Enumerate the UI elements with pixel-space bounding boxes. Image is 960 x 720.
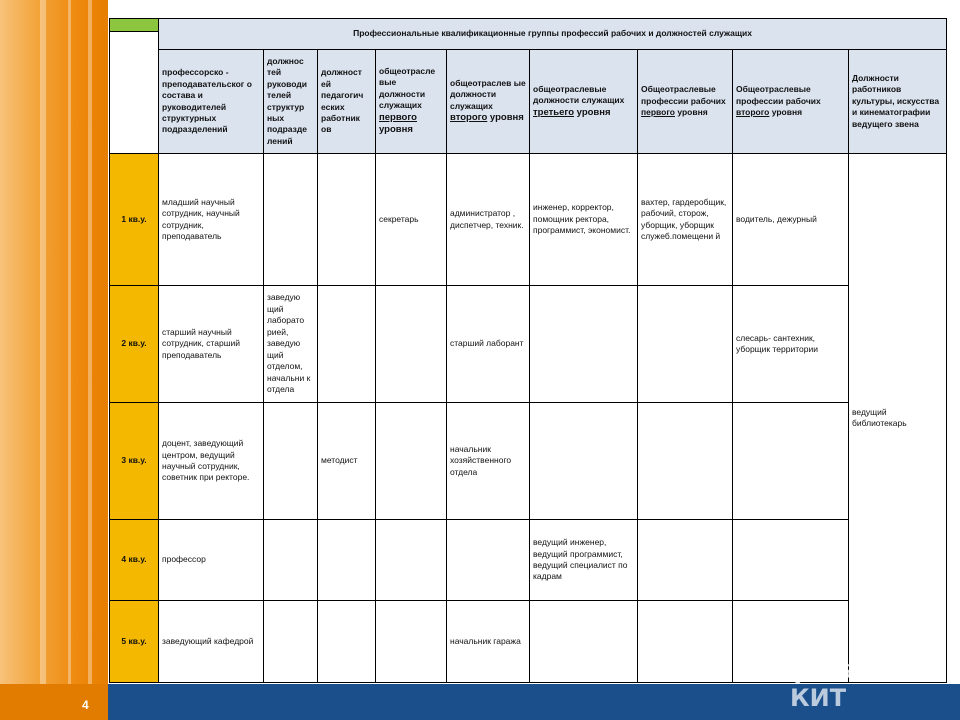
table-cell xyxy=(733,520,849,601)
table-cell xyxy=(376,520,447,601)
level-label: 2 кв.у. xyxy=(110,286,159,403)
column-header: Общеотраслевые профессии рабочих второго уровня xyxy=(733,50,849,154)
table-cell xyxy=(318,286,376,403)
left-decorative-bar xyxy=(0,0,108,720)
table-row xyxy=(110,520,947,601)
table-cell xyxy=(638,403,733,520)
level-label: 5 кв.у. xyxy=(110,601,159,683)
table-cell: инженер, корректор, помощник ректора, программист, экономист. xyxy=(530,154,638,286)
culture-cell: ведущий библиотекарь xyxy=(849,154,947,683)
watermark-logo-secondary: КИТ xyxy=(790,684,847,712)
column-header: общеотраслевые должности служащих третьего уровня xyxy=(530,50,638,154)
table-row xyxy=(110,286,947,403)
table-cell: слесарь- сантехник, уборщик территории xyxy=(733,286,849,403)
table-cell: начальник гаража xyxy=(447,601,530,683)
bottom-bar-accent xyxy=(0,684,108,720)
column-header: общеотраслев ые должности служащих второго уровня xyxy=(447,50,530,154)
table-cell: вахтер, гардеробщик, рабочий, сторож, уборщик, уборщик служеб.помещени й xyxy=(638,154,733,286)
table-cell xyxy=(638,601,733,683)
column-header: профессорско - преподавательског о состава и руководителей структурных подразделений xyxy=(159,50,264,154)
table-cell xyxy=(318,154,376,286)
table-cell: методист xyxy=(318,403,376,520)
column-header: общеотрасле вые должности служащих первого уровня xyxy=(376,50,447,154)
table-cell xyxy=(376,403,447,520)
table-cell xyxy=(318,520,376,601)
level-label: 3 кв.у. xyxy=(110,403,159,520)
table-cell xyxy=(733,403,849,520)
table-cell xyxy=(264,403,318,520)
table-cell xyxy=(264,520,318,601)
table-cell xyxy=(264,601,318,683)
table-cell: доцент, заведующий центром, ведущий научный сотрудник, советник при ректоре. xyxy=(159,403,264,520)
table-cell: секретарь xyxy=(376,154,447,286)
table-cell: заведующий кафедрой xyxy=(159,601,264,683)
column-header: Общеотраслевые профессии рабочих первого уровня xyxy=(638,50,733,154)
table-cell xyxy=(530,601,638,683)
table-cell xyxy=(264,154,318,286)
table-cell xyxy=(318,601,376,683)
table-cell xyxy=(530,286,638,403)
watermark-logo: MyShared xyxy=(770,655,908,685)
table-cell xyxy=(376,286,447,403)
table-cell: старший научный сотрудник, старший преподаватель xyxy=(159,286,264,403)
table-cell xyxy=(447,520,530,601)
table-cell: старший лаборант xyxy=(447,286,530,403)
table-cell: младший научный сотрудник, научный сотрудник, преподаватель xyxy=(159,154,264,286)
table-row xyxy=(110,154,947,286)
table-title: Профессиональные квалификационные группы профессий рабочих и должностей служащих xyxy=(159,19,947,50)
table-cell xyxy=(638,520,733,601)
table-cell: водитель, дежурный xyxy=(733,154,849,286)
table-row xyxy=(110,403,947,520)
table-cell xyxy=(530,403,638,520)
level-label: 1 кв.у. xyxy=(110,154,159,286)
table-cell: ведущий инженер, ведущий программист, ведущий специалист по кадрам xyxy=(530,520,638,601)
level-label: 4 кв.у. xyxy=(110,520,159,601)
table-cell xyxy=(376,601,447,683)
table-cell: профессор xyxy=(159,520,264,601)
table-cell: администратор , диспетчер, техник. xyxy=(447,154,530,286)
corner-cell xyxy=(110,32,159,154)
table-cell: начальник хозяйственного отдела xyxy=(447,403,530,520)
page-number: 4 xyxy=(82,698,89,712)
column-header: должност ей педагогич еских работник ов xyxy=(318,50,376,154)
column-header: должнос тей руководи телей структур ных подразде лений xyxy=(264,50,318,154)
table-cell xyxy=(638,286,733,403)
corner-green-cell xyxy=(110,19,159,32)
column-header: Должности работников культуры, искусства и кинематографии ведущего звена xyxy=(849,50,947,154)
qualification-table xyxy=(109,18,947,683)
table-cell: заведую щий лаборато рией, заведую щий отделом, начальни к отдела xyxy=(264,286,318,403)
